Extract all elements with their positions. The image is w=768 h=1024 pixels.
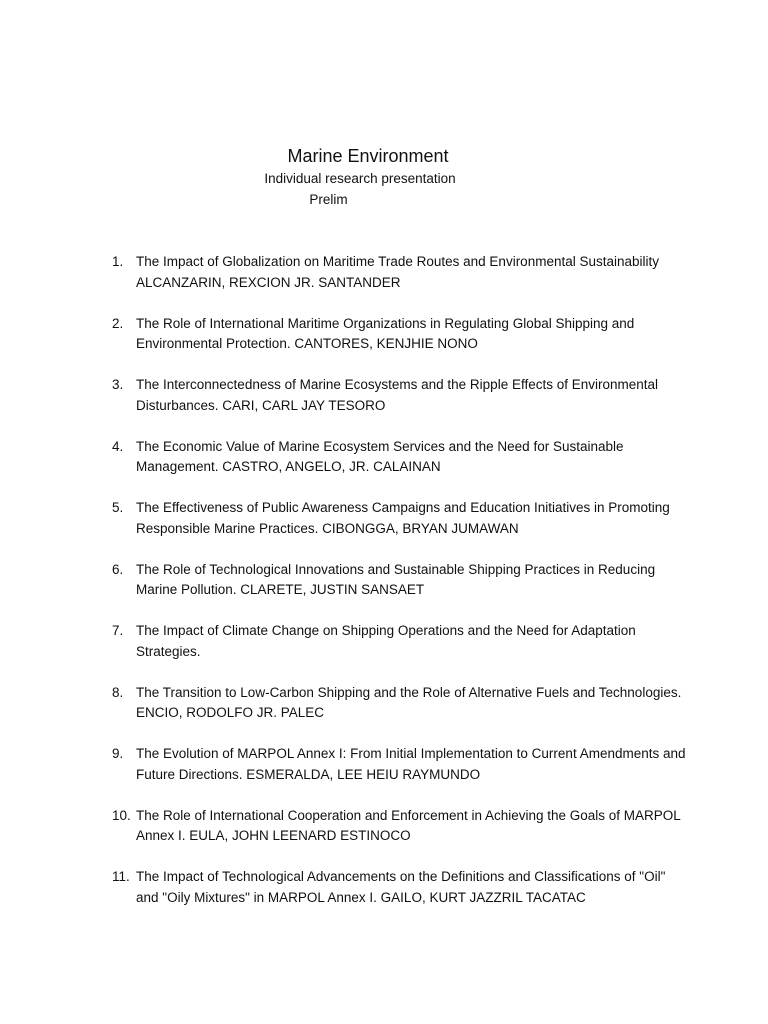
list-item-text: The Economic Value of Marine Ecosystem Services and the Need for Sustainable Management. CASTRO, ANGELO, JR. CALAINAN (136, 438, 624, 474)
list-item-number: 6. (112, 561, 124, 577)
list-item-number: 1. (112, 254, 124, 269)
document-title: Marine Environment (287, 146, 449, 166)
list-item-number: 9. (112, 746, 124, 761)
list-item-text: The Impact of Globalization on Maritime Trade Routes and Environmental Sustainability ALCANZARIN, REXCION JR. SANTANDER (136, 254, 660, 290)
list-item (108, 252, 688, 293)
list-item (108, 560, 688, 601)
document-subtitle: Individual research presentation (264, 171, 456, 186)
list-item-number: 5. (112, 500, 124, 515)
list-item-number: 7. (112, 623, 124, 638)
list-item (108, 314, 688, 355)
list-item (108, 375, 688, 416)
list-item-number: 4. (112, 438, 124, 454)
list-item-number: 2. (112, 315, 124, 331)
list-item-number: 3. (112, 377, 124, 392)
list-item (108, 867, 688, 908)
list-item-text: The Effectiveness of Public Awareness Campaigns and Education Initiatives in Promoting Responsible Marine Practices. CIBONGGA, BRYAN JUMAWAN (136, 500, 670, 536)
list-item (108, 437, 688, 478)
list-item (108, 621, 688, 662)
list-item (108, 806, 688, 847)
topic-list (108, 252, 688, 929)
list-item-text: The Role of International Maritime Organizations in Regulating Global Shipping and Environmental Protection. CANTORES, KENJHIE NONO (136, 315, 635, 351)
list-item (108, 683, 688, 724)
list-item-number: 10. (112, 807, 131, 823)
list-item-number: 8. (112, 684, 124, 700)
list-item-text: The Impact of Technological Advancements on the Definitions and Classifications of "Oil" and "Oily Mixtures" in MARPOL Annex I. GAILO, KURT JAZZRIL TACATAC (136, 869, 666, 905)
list-item-text: The Interconnectedness of Marine Ecosystems and the Ripple Effects of Environmental Disturbances. CARI, CARL JAY TESORO (136, 377, 659, 413)
list-item-number: 11. (112, 869, 130, 884)
list-item-text: The Impact of Climate Change on Shipping Operations and the Need for Adaptation Strategies. (136, 623, 636, 659)
list-item (108, 498, 688, 539)
list-item (108, 744, 688, 785)
document-term: Prelim (309, 192, 348, 207)
list-item-text: The Evolution of MARPOL Annex I: From Initial Implementation to Current Amendments and Future Directions. ESMERALDA, LEE HEIU RAYMUNDO (136, 746, 686, 782)
list-item-text: The Transition to Low-Carbon Shipping and the Role of Alternative Fuels and Technologies. ENCIO, RODOLFO JR. PALEC (136, 684, 682, 720)
list-item-text: The Role of Technological Innovations and Sustainable Shipping Practices in Reducing Marine Pollution. CLARETE, JUSTIN SANSAET (136, 561, 656, 597)
list-item-text: The Role of International Cooperation and Enforcement in Achieving the Goals of MARPOL Annex I. EULA, JOHN LEENARD ESTINOCO (136, 807, 681, 843)
